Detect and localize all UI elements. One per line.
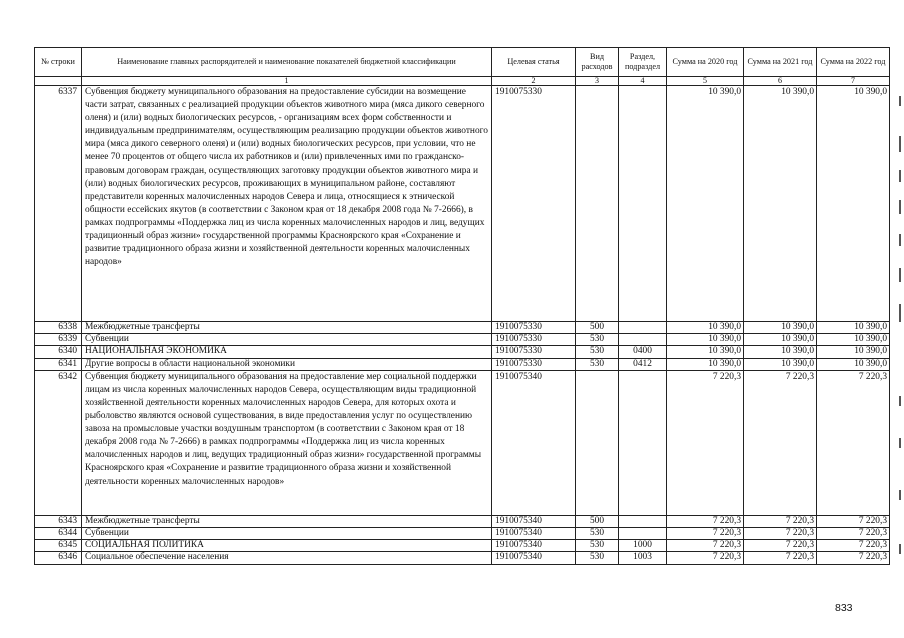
row-sum-2022: 7 220,3 bbox=[817, 540, 890, 552]
row-target: 1910075330 bbox=[492, 86, 576, 322]
row-name: СОЦИАЛЬНАЯ ПОЛИТИКА bbox=[82, 540, 492, 552]
row-sum-2020: 10 390,0 bbox=[667, 346, 744, 358]
page-number: 833 bbox=[835, 602, 853, 614]
header-row bbox=[35, 48, 890, 77]
col-number: 7 bbox=[817, 77, 890, 86]
row-number: 6346 bbox=[35, 552, 82, 564]
row-name: Субвенции bbox=[82, 334, 492, 346]
row-sum-2021: 10 390,0 bbox=[744, 334, 817, 346]
table-row bbox=[35, 334, 890, 346]
table-row bbox=[35, 540, 890, 552]
row-kind: 500 bbox=[576, 322, 619, 334]
row-name: НАЦИОНАЛЬНАЯ ЭКОНОМИКА bbox=[82, 346, 492, 358]
row-sum-2021: 7 220,3 bbox=[744, 552, 817, 564]
row-section bbox=[619, 86, 667, 322]
row-number: 6341 bbox=[35, 358, 82, 370]
row-target: 1910075340 bbox=[492, 515, 576, 527]
header-sum-2022: Сумма на 2022 год bbox=[817, 48, 890, 77]
row-target: 1910075330 bbox=[492, 358, 576, 370]
row-section: 0412 bbox=[619, 358, 667, 370]
table-row bbox=[35, 86, 890, 322]
header-sum-2021: Сумма на 2021 год bbox=[744, 48, 817, 77]
row-kind bbox=[576, 370, 619, 515]
row-section bbox=[619, 515, 667, 527]
header-row-no: № строки bbox=[35, 48, 82, 77]
row-name: Субвенции bbox=[82, 528, 492, 540]
row-sum-2020: 7 220,3 bbox=[667, 370, 744, 515]
row-section bbox=[619, 334, 667, 346]
header-kind: Вид расходов bbox=[576, 48, 619, 77]
row-target: 1910075330 bbox=[492, 334, 576, 346]
row-target: 1910075340 bbox=[492, 370, 576, 515]
row-sum-2022: 10 390,0 bbox=[817, 358, 890, 370]
row-number: 6345 bbox=[35, 540, 82, 552]
row-sum-2021: 10 390,0 bbox=[744, 86, 817, 322]
row-sum-2020: 10 390,0 bbox=[667, 86, 744, 322]
table-row bbox=[35, 515, 890, 527]
row-name: Субвенция бюджету муниципального образования на предоставление мер социальной поддержки лицам из числа коренных малочисленных народов Севера, осуществляющим виды традиционной хозяйственной деятельности коренных малочисленных народов Севера, для которых охота и рыболовство являются основой существования, в виде предоставления услуг по осуществлению завоза на промысловые участки воздушным транспортом (в соответствии с Законом края от 18 декабря 2008 года № 7-2666) в рамках подпрограммы «Поддержка лиц из числа коренных малочисленных народов и лиц, ведущих традиционный образ жизни» государственной программы Красноярского края «Сохранение и развитие традиционного образа жизни и хозяйственной деятельности коренных малочисленных народов» bbox=[82, 370, 492, 515]
row-target: 1910075340 bbox=[492, 528, 576, 540]
row-section: 0400 bbox=[619, 346, 667, 358]
row-name: Межбюджетные трансферты bbox=[82, 322, 492, 334]
row-number: 6340 bbox=[35, 346, 82, 358]
header-target: Целевая статья bbox=[492, 48, 576, 77]
row-name: Другие вопросы в области национальной экономики bbox=[82, 358, 492, 370]
row-section bbox=[619, 322, 667, 334]
col-number: 4 bbox=[619, 77, 667, 86]
row-kind: 530 bbox=[576, 552, 619, 564]
row-section: 1003 bbox=[619, 552, 667, 564]
row-sum-2021: 10 390,0 bbox=[744, 322, 817, 334]
row-target: 1910075330 bbox=[492, 346, 576, 358]
row-sum-2022: 10 390,0 bbox=[817, 322, 890, 334]
header-name: Наименование главных распорядителей и наименование показателей бюджетной классификации bbox=[82, 48, 492, 77]
row-name: Социальное обеспечение населения bbox=[82, 552, 492, 564]
row-sum-2022: 10 390,0 bbox=[817, 86, 890, 322]
table-row bbox=[35, 370, 890, 515]
row-sum-2021: 7 220,3 bbox=[744, 540, 817, 552]
row-sum-2022: 7 220,3 bbox=[817, 528, 890, 540]
row-sum-2021: 7 220,3 bbox=[744, 528, 817, 540]
table-row bbox=[35, 322, 890, 334]
row-kind: 530 bbox=[576, 358, 619, 370]
row-name: Субвенция бюджету муниципального образования на предоставление субсидии на возмещение части затрат, связанных с реализацией продукции объектов животного мира (мяса дикого северного оленя) и (или) водных биологических ресурсов, - организациям всех форм собственности и индивидуальным предпринимателям, осуществляющим реализацию продукции объектов животного мира (мяса дикого северного оленя) и (или) водных биологических ресурсов, при условии, что не менее 70 процентов от общего числа их работников и (или) привлеченных ими по гражданско-правовым договорам граждан, осуществляющих заготовку продукции объектов животного мира и (или) водных биологических ресурсов, проживающих в муниципальном районе, составляют представители коренных малочисленных народов Севера и лица, относящиеся к этнической общности ессейских якутов (в соответствии с Законом края от 18 декабря 2008 года № 7-2666), в рамках подпрограммы «Поддержка лиц из числа коренных малочисленных народов и лиц, ведущих традиционный образ жизни» государственной программы Красноярского края «Сохранение и развитие традиционного образа жизни и хозяйственной деятельности коренных малочисленных народов» bbox=[82, 86, 492, 322]
table-row bbox=[35, 528, 890, 540]
budget-table-sheet bbox=[34, 47, 889, 565]
row-sum-2020: 10 390,0 bbox=[667, 358, 744, 370]
header-section: Раздел, подраздел bbox=[619, 48, 667, 77]
row-sum-2020: 7 220,3 bbox=[667, 515, 744, 527]
row-number: 6344 bbox=[35, 528, 82, 540]
row-kind: 530 bbox=[576, 528, 619, 540]
row-section bbox=[619, 528, 667, 540]
row-kind bbox=[576, 86, 619, 322]
row-sum-2020: 7 220,3 bbox=[667, 540, 744, 552]
col-number: 2 bbox=[492, 77, 576, 86]
row-target: 1910075340 bbox=[492, 552, 576, 564]
row-number: 6338 bbox=[35, 322, 82, 334]
col-number-blank bbox=[35, 77, 82, 86]
row-name: Межбюджетные трансферты bbox=[82, 515, 492, 527]
row-number: 6339 bbox=[35, 334, 82, 346]
col-number: 1 bbox=[82, 77, 492, 86]
row-sum-2020: 10 390,0 bbox=[667, 322, 744, 334]
row-sum-2021: 10 390,0 bbox=[744, 358, 817, 370]
row-sum-2021: 10 390,0 bbox=[744, 346, 817, 358]
row-sum-2022: 10 390,0 bbox=[817, 346, 890, 358]
col-number: 6 bbox=[744, 77, 817, 86]
row-target: 1910075330 bbox=[492, 322, 576, 334]
table-row bbox=[35, 552, 890, 564]
row-sum-2022: 7 220,3 bbox=[817, 370, 890, 515]
col-number: 3 bbox=[576, 77, 619, 86]
row-section bbox=[619, 370, 667, 515]
row-target: 1910075340 bbox=[492, 540, 576, 552]
col-number: 5 bbox=[667, 77, 744, 86]
row-sum-2020: 10 390,0 bbox=[667, 334, 744, 346]
row-section: 1000 bbox=[619, 540, 667, 552]
table-row bbox=[35, 358, 890, 370]
row-sum-2022: 7 220,3 bbox=[817, 552, 890, 564]
budget-table bbox=[34, 47, 890, 565]
row-sum-2021: 7 220,3 bbox=[744, 370, 817, 515]
row-number: 6343 bbox=[35, 515, 82, 527]
header-sum-2020: Сумма на 2020 год bbox=[667, 48, 744, 77]
row-kind: 500 bbox=[576, 515, 619, 527]
table-row bbox=[35, 346, 890, 358]
row-sum-2020: 7 220,3 bbox=[667, 552, 744, 564]
scan-margin-marks bbox=[895, 96, 904, 576]
row-kind: 530 bbox=[576, 334, 619, 346]
row-number: 6342 bbox=[35, 370, 82, 515]
row-kind: 530 bbox=[576, 540, 619, 552]
column-number-row bbox=[35, 77, 890, 86]
row-sum-2021: 7 220,3 bbox=[744, 515, 817, 527]
row-number: 6337 bbox=[35, 86, 82, 322]
row-kind: 530 bbox=[576, 346, 619, 358]
row-sum-2020: 7 220,3 bbox=[667, 528, 744, 540]
row-sum-2022: 7 220,3 bbox=[817, 515, 890, 527]
row-sum-2022: 10 390,0 bbox=[817, 334, 890, 346]
